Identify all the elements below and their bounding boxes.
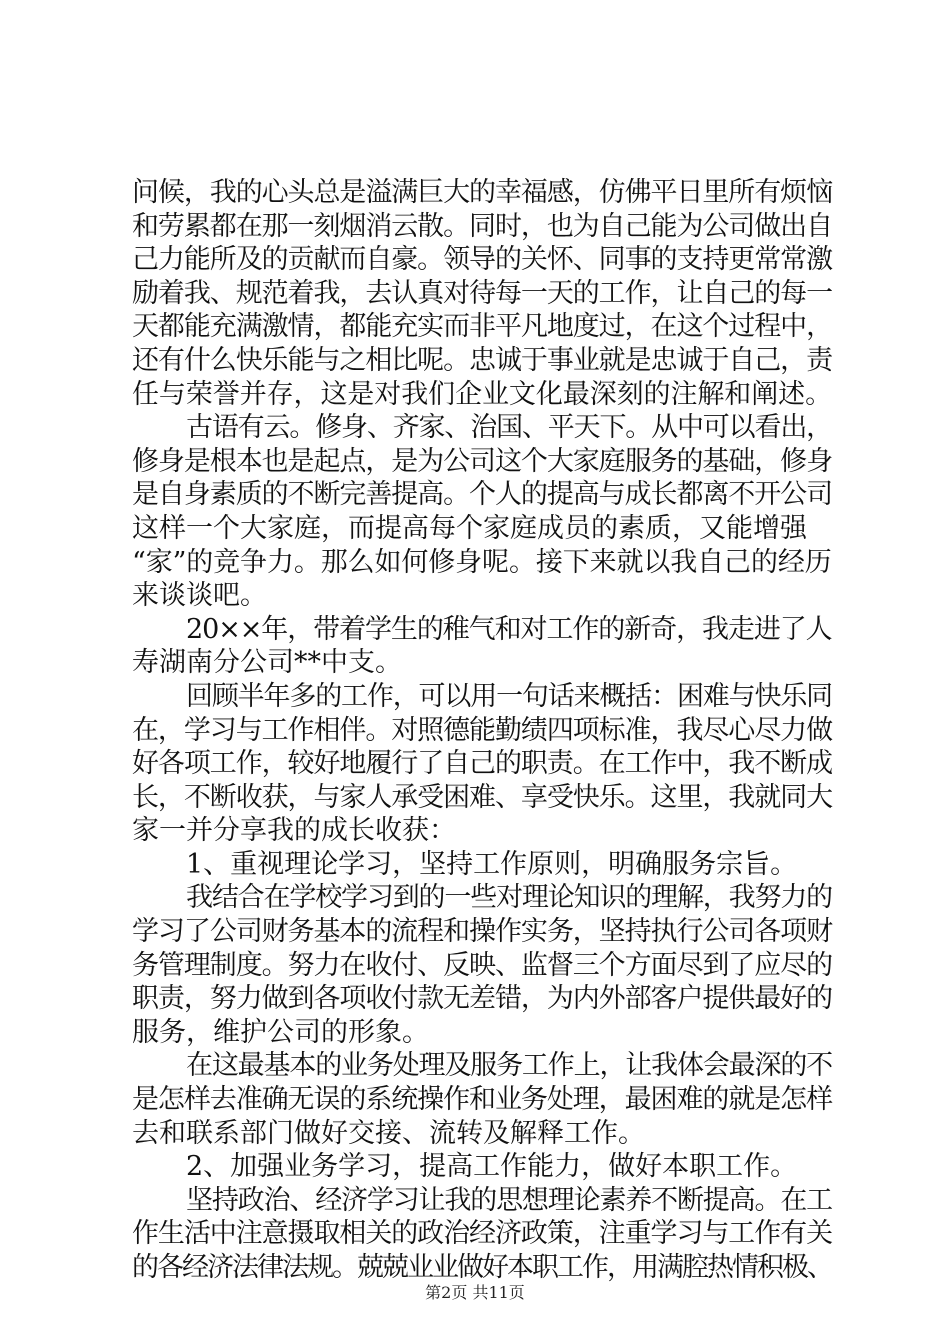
paragraph-first-line: 2、加强业务学习，提高工作能力，做好本职工作。 [186,1151,798,1183]
text-line: 任与荣誉并存，这是对我们企业文化最深刻的注解和阐述。 [132,378,832,410]
paragraph-first-line: 古语有云。修身、齐家、治国、平天下。从中可以看出， [186,412,832,444]
text-line: “家”的竞争力。那么如何修身呢。接下来就以我自己的经历 [132,546,832,578]
paragraph-first-line: 我结合在学校学习到的一些对理论知识的理解，我努力的 [186,882,832,914]
page-footer: 第2页 共11页 [425,1283,525,1302]
text-line: 这样一个大家庭，而提高每个家庭成员的素质，又能增强 [132,512,807,544]
text-line: 的各经济法律法规。兢兢业业做好本职工作，用满腔热情积极、 [132,1252,832,1283]
text-line: 励着我、规范着我，去认真对待每一天的工作，让自己的每一 [132,277,832,309]
text-line: 作生活中注意摄取相关的政治经济政策，注重学习与工作有关 [132,1218,832,1250]
text-line: 学习了公司财务基本的流程和操作实务，坚持执行公司各项财 [132,916,832,948]
text-line: 和劳累都在那一刻烟消云散。同时，也为自己能为公司做出自 [132,210,832,242]
text-line: 务管理制度。努力在收付、反映、监督三个方面尽到了应尽的 [132,949,832,981]
text-line: 是自身素质的不断完善提高。个人的提高与成长都离不开公司 [132,479,832,511]
text-line: 天都能充满激情，都能充实而非平凡地度过，在这个过程中， [132,311,832,343]
text-line: 家一并分享我的成长收获： [132,815,456,847]
text-line: 还有什么快乐能与之相比呢。忠诚于事业就是忠诚于自己，责 [132,344,832,376]
text-line: 问候，我的心头总是溢满巨大的幸福感，仿佛平日里所有烦恼 [132,177,832,208]
text-line: 是怎样去准确无误的系统操作和业务处理，最困难的就是怎样 [132,1084,832,1116]
text-line: 服务，维护公司的形象。 [132,1016,429,1048]
paragraph-first-line: 在这最基本的业务处理及服务工作上，让我体会最深的不 [186,1050,832,1082]
document-body [132,176,832,1285]
text-line: 来谈谈吧。 [132,580,267,612]
text-line: 在，学习与工作相伴。对照德能勤绩四项标准，我尽心尽力做 [132,714,832,746]
paragraph-first-line: 回顾半年多的工作，可以用一句话来概括：困难与快乐同 [186,680,832,712]
text-line: 修身是根本也是起点，是为公司这个大家庭服务的基础，修身 [132,445,832,477]
paragraph-first-line: 20××年，带着学生的稚气和对工作的新奇，我走进了人 [186,613,832,645]
text-line: 职责，努力做到各项收付款无差错，为内外部客户提供最好的 [132,983,832,1015]
text-line: 长，不断收获，与家人承受困难、享受快乐。这里，我就同大 [132,781,832,813]
text-line: 去和联系部门做好交接、流转及解释工作。 [132,1117,645,1149]
paragraph-first-line: 1、重视理论学习，坚持工作原则，明确服务宗旨。 [186,848,798,880]
text-line: 寿湖南分公司**中支。 [132,647,402,679]
paragraph-first-line: 坚持政治、经济学习让我的思想理论素养不断提高。在工 [186,1184,832,1216]
text-line: 好各项工作，较好地履行了自己的职责。在工作中，我不断成 [132,748,832,780]
text-line: 己力能所及的贡献而自豪。领导的关怀、同事的支持更常常激 [132,244,832,276]
